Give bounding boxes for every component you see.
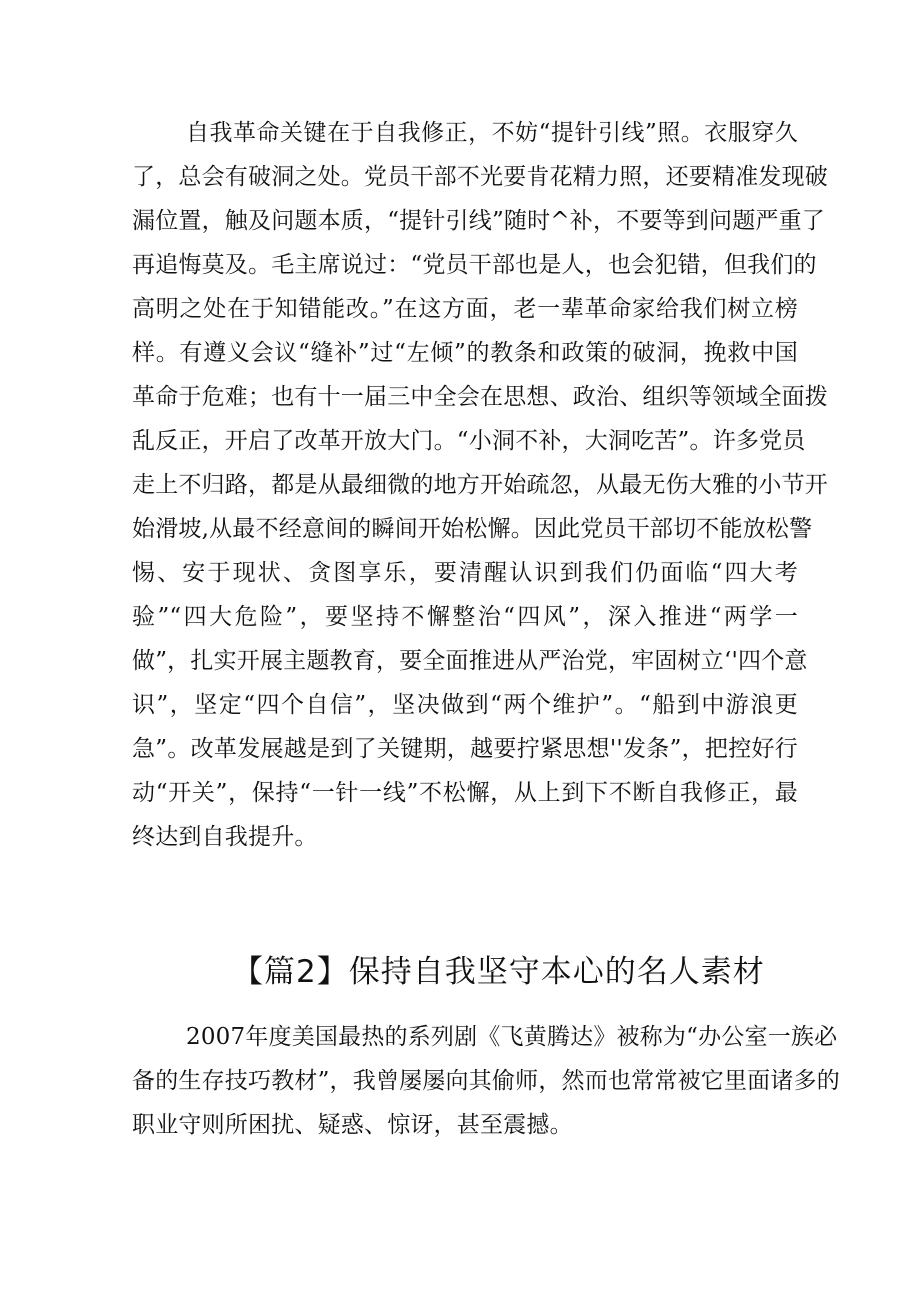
paragraph-line: 革命于危难；也有十一届三中全会在思想、政治、组织等领域全面拨 (132, 384, 828, 410)
paragraph-line: 样。有遵义会议“缝补”过“左倾”的教条和政策的破洞，挽救中国 (132, 340, 798, 366)
paragraph-line: 急”。改革发展越是到了关键期，越要拧紧思想''发条”，把控好行 (132, 736, 798, 762)
paragraph-line: 备的生存技巧教材”，我曾屡屡向其偷师，然而也常常被它里面诸多的 (132, 1068, 840, 1094)
paragraph-line: 再追悔莫及。毛主席说过：“党员干部也是人，也会犯错，但我们的 (132, 252, 817, 278)
paragraph-line: 走上不归路，都是从最细微的地方开始疏忽，从最无伤大雅的小节开 (132, 472, 828, 498)
paragraph-line: 职业守则所困扰、疑惑、惊讶，甚至震撼。 (132, 1112, 573, 1138)
paragraph-line: 动“开关”，保持“一针一线”不松懈，从上到下不断自我修正，最 (132, 780, 798, 806)
paragraph-line: 漏位置，触及问题本质，“提针引线”随时^补，不要等到问题严重了 (132, 208, 825, 234)
paragraph-line: 做”，扎实开展主题教育，要全面推进从严治党，牢固树立‘'四个意 (132, 648, 808, 674)
paragraph-line: 自我革命关键在于自我修正，不妨“提针引线”照。衣服穿久 (186, 120, 798, 146)
paragraph-line: 验”“四大危险”，要坚持不懈整治“四风”，深入推进“两学一 (132, 604, 798, 630)
paragraph-line: 始滑坡,从最不经意间的瞬间开始松懈。因此党员干部切不能放松警 (132, 516, 813, 542)
paragraph-line: 识”，坚定“四个自信”，坚决做到“两个维护”。“船到中游浪更 (132, 692, 798, 718)
section-heading: 【篇2】保持自我坚守本心的名人素材 (232, 954, 765, 990)
paragraph-line: 2007年度美国最热的系列剧《飞黄腾达》被称为“办公室一族必 (186, 1024, 838, 1050)
paragraph-line: 乱反正，开启了改革开放大门。“小洞不补，大洞吃苦”。许多党员 (132, 428, 806, 454)
paragraph-line: 高明之处在于知错能改。”在这方面，老一辈革命家给我们树立榜 (132, 296, 798, 322)
paragraph-line: 了，总会有破洞之处。党员干部不光要肯花精力照，还要精准发现破 (132, 164, 828, 190)
paragraph-line: 惕、安于现状、贪图享乐，要清醒认识到我们仍面临“四大考 (132, 560, 798, 586)
paragraph-line: 终达到自我提升。 (132, 824, 318, 850)
